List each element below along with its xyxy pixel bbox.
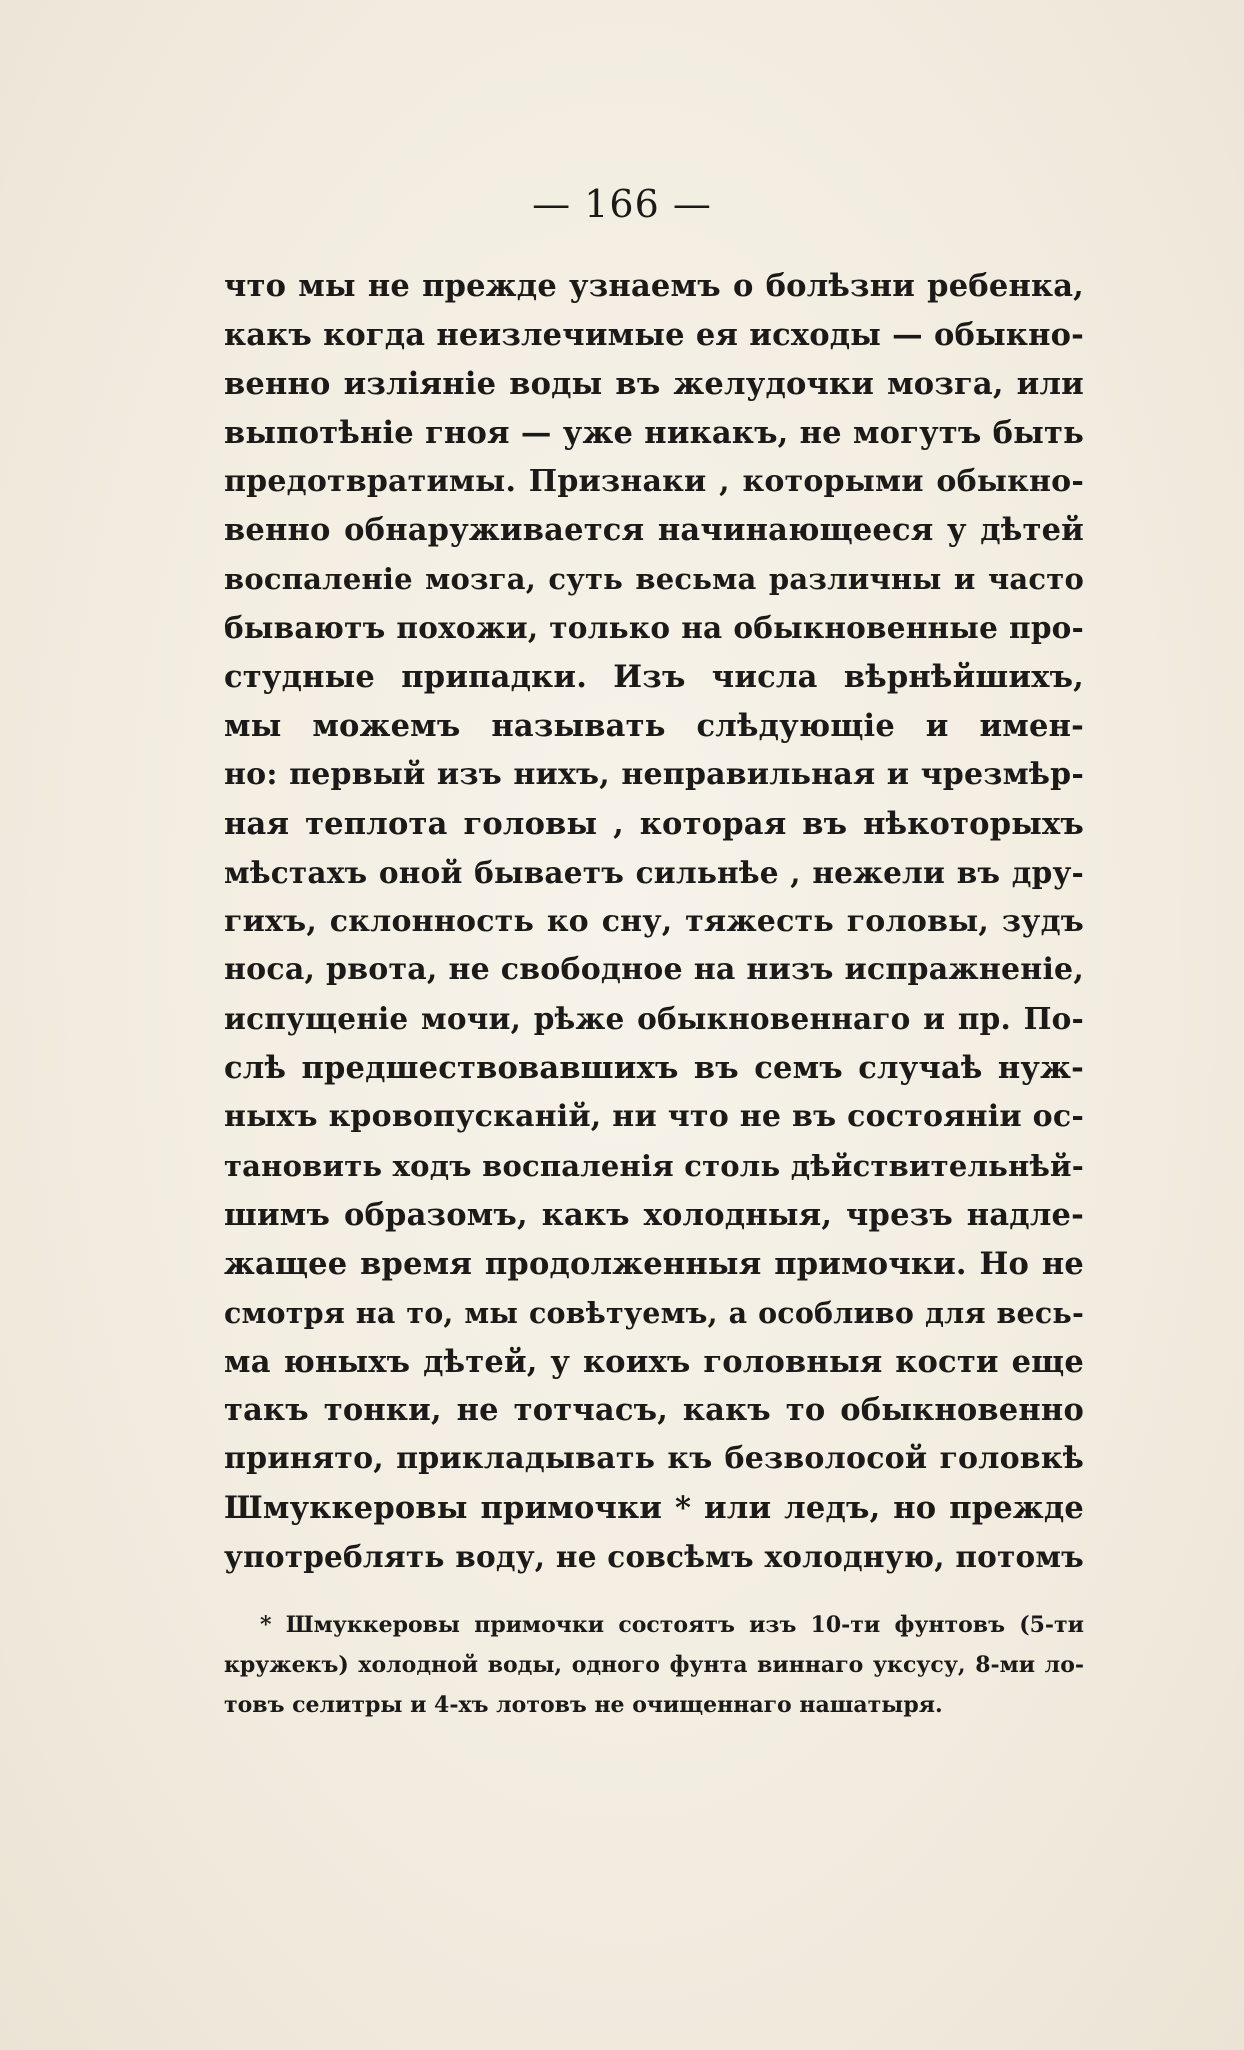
text-line: носа, рвота, не свободное на низъ испражненіе,	[224, 952, 1084, 988]
footnote-line: кружекъ) холодной воды, одного фунта виннаго уксусу, 8-ми ло-	[224, 1652, 1084, 1678]
text-line: ныхъ кровопусканій, ни что не въ состояніи ос-	[224, 1099, 1084, 1135]
footnote-line: товъ селитры и 4-хъ лотовъ не очищеннаго нашатыря.	[224, 1692, 943, 1718]
page-number: — 166 —	[532, 182, 712, 226]
footnote-line: * Шмуккеровы примочки состоятъ изъ 10-ти фунтовъ (5-ти	[260, 1612, 1084, 1638]
text-line: предотвратимы. Признаки , которыми обыкно-	[224, 463, 1084, 499]
text-line: ма юныхъ дѣтей, у коихъ головныя кости еще	[224, 1343, 1084, 1380]
text-line: воспаленіе мозга, суть весьма различны и часто	[224, 562, 1084, 597]
text-line: Шмуккеровы примочки * или ледъ, но прежде	[224, 1490, 1084, 1527]
text-line: но: первый изъ нихъ, неправильная и чрезмѣр-	[224, 756, 1084, 792]
footnote	[224, 1605, 1084, 1725]
text-line: какъ когда неизлечимые ея исходы — обыкно-	[224, 316, 1084, 353]
text-line: гихъ, склонность ко сну, тяжесть головы, зудъ	[224, 903, 1084, 939]
text-line: выпотѣніе гноя — уже никакъ, не могутъ быть	[224, 414, 1084, 451]
text-line: употреблять воду, не совсѣмъ холодную, потомъ	[224, 1539, 1084, 1575]
text-line: испущеніе мочи, рѣже обыкновеннаго и пр. По-	[224, 1001, 1084, 1037]
text-line: венно обнаруживается начинающееся у дѣтей	[224, 512, 1084, 549]
text-line: принято, прикладывать къ безволосой головкѣ	[224, 1441, 1084, 1477]
text-line: венно изліяніе воды въ желудочки мозга, или	[224, 365, 1084, 402]
text-line: бываютъ похожи, только на обыкновенные про-	[224, 610, 1084, 646]
text-line: студные припадки. Изъ числа вѣрнѣйшихъ,	[224, 659, 1084, 696]
text-line: жащее время продолженныя примочки. Но не	[224, 1245, 1084, 1282]
text-line: шимъ образомъ, какъ холодныя, чрезъ надле-	[224, 1196, 1084, 1233]
text-line: мѣстахъ оной бываетъ сильнѣе , нежели въ дру-	[224, 854, 1084, 890]
body-text	[224, 262, 1084, 1582]
text-line: слѣ предшествовавшихъ въ семъ случаѣ нуж-	[224, 1050, 1084, 1087]
text-line: что мы не прежде узнаемъ о болѣзни ребенка,	[224, 268, 1084, 304]
text-line: смотря на то, мы совѣтуемъ, а особливо для весь-	[224, 1295, 1084, 1330]
text-line: такъ тонки, не тотчасъ, какъ то обыкновенно	[224, 1392, 1084, 1429]
text-line: тановить ходъ воспаленія столь дѣйствительнѣй-	[224, 1149, 1084, 1184]
text-line: ная теплота головы , которая въ нѣкоторыхъ	[224, 805, 1084, 842]
text-line: мы можемъ называть слѣдующіе и имен-	[224, 708, 1084, 745]
